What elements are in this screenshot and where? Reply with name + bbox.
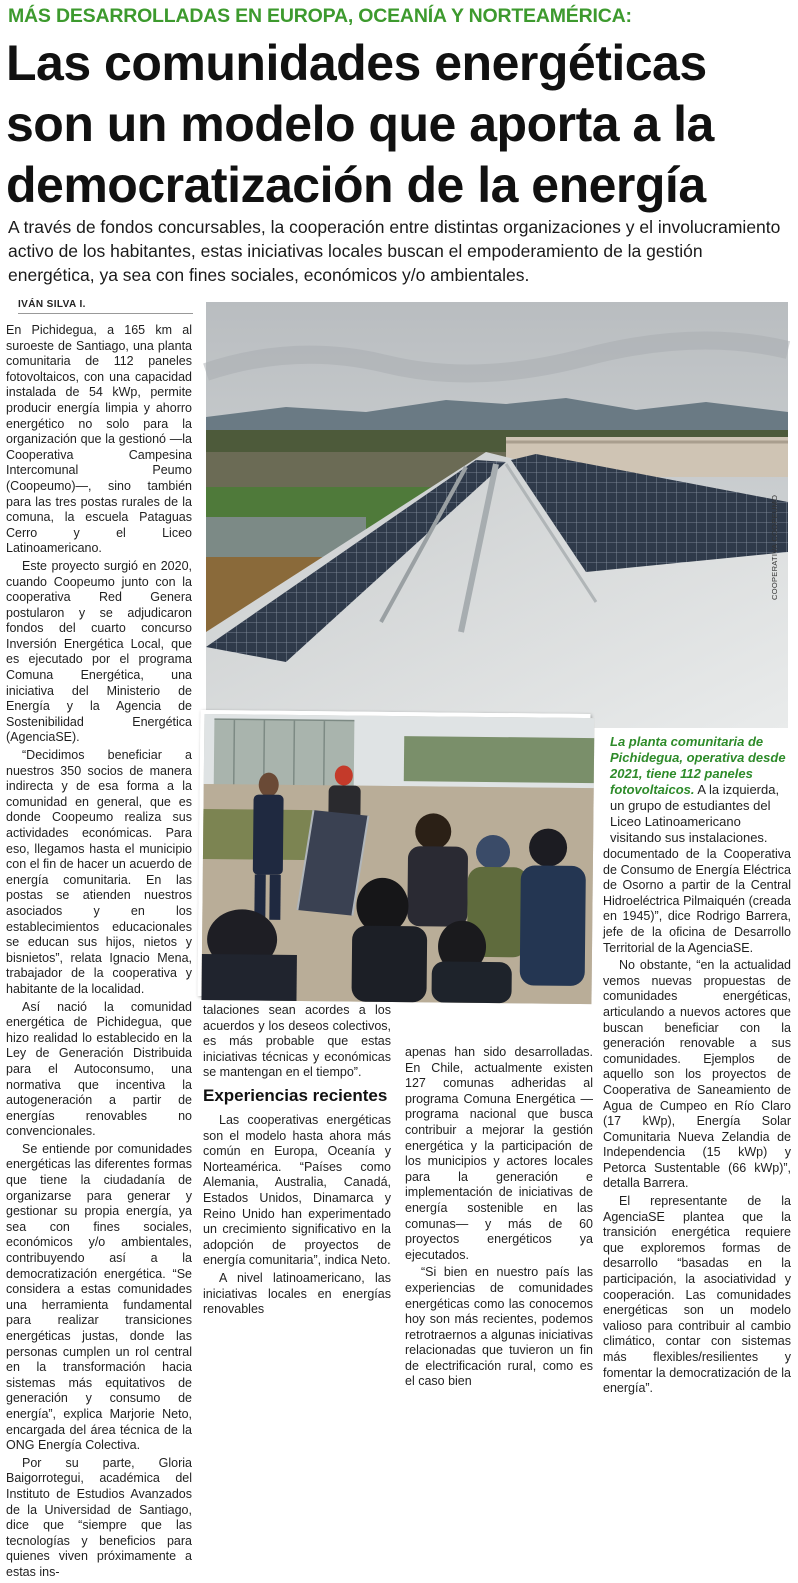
kicker: MÁS DESARROLLADAS EN EUROPA, OCEANÍA Y NORTEAMÉRICA: — [8, 5, 632, 27]
caption-rest: A la izquierda, un grupo de estudiantes del Liceo Latinoamericano visitando sus instalaciones. — [610, 782, 780, 845]
headline: Las comunidades energéticas son un modelo que aporta a la democratización de la energía — [6, 35, 714, 213]
column-3 — [405, 1045, 593, 1392]
dek: A través de fondos concursables, la cooperación entre distintas organizaciones y el involucramiento activo de los habitantes, estas iniciativas locales buscan el empoderamiento de la gestión energética, ya sea con fines sociales, económicos y/o ambientales. — [8, 217, 781, 285]
students-visit-photo — [198, 710, 591, 1000]
paragraph: A nivel latinoamericano, las iniciativas locales en energías renovables — [203, 1270, 391, 1317]
paragraph: Se entiende por comunidades energéticas las diferentes formas que tiene la ciudadanía de organizarse para generar y gestionar su propia energía, ya sea con fines sociales, económicos y/o ambientales, contribuyendo así a la democratización energética. “Se considera a estas comunidades una herramienta fundamental para realizar transiciones energéticas justas, donde las personas cumplen un rol central en la transformación hacia sistemas más equitativos de generación y consumo de energía”, explica Marjorie Neto, encargada del área técnica de la ONG Energía Colectiva. — [6, 1141, 192, 1453]
column-4 — [603, 847, 791, 1399]
byline-rule — [18, 313, 193, 314]
column-2 — [203, 1003, 391, 1320]
byline: IVÁN SILVA I. — [18, 299, 86, 310]
subheading: Experiencias recientes — [203, 1085, 388, 1105]
caption-lead: La planta comunitaria de Pichidegua, operativa desde 2021, tiene 112 paneles fotovoltaicos. — [610, 734, 786, 797]
paragraph: Así nació la comunidad energética de Pichidegua, que hizo realidad lo establecido en la Ley de Generación Distribuida para el Autoconsumo, una normativa que incentiva la autogeneración a partir de energías renovables no convencionales. — [6, 999, 192, 1139]
paragraph: “Decidimos beneficiar a nuestros 350 socios de manera indirecta y de esa forma a la comunidad en general, que es donde Coopeumo realiza sus actividades económicas. Para eso, llegamos hasta el municipio con el fin de hacer un acuerdo de energía comunitaria. En las postas se atienden nuestros asociados y en los establecimientos educacionales se educan sus hijos, nietos y bisnietos”, relata Ignacio Mena, trabajador de la cooperativa y habitante de la localidad. — [6, 748, 192, 996]
photo-caption — [610, 734, 792, 846]
paragraph: documentado de la Cooperativa de Consumo de Energía Eléctrica de Osorno a partir de la Central Hidroeléctrica Pilmaiquén (creada en 1945)”, dice Rodrigo Barrera, jefe de la oficina de Desarrollo Territorial de la AgenciaSE. — [603, 847, 791, 955]
paragraph: Este proyecto surgió en 2020, cuando Coopeumo junto con la cooperativa Red Genera postularon y se adjudicaron fondos del cuarto concurso Inversión Energética Local, que es ejecutado por el programa Comuna Energética, una iniciativa del Ministerio de Energía y la Agencia de Sostenibilidad Energética (AgenciaSE). — [6, 558, 192, 745]
paragraph: El representante de la AgenciaSE plantea que la transición energética requiere que exploremos formas de desarrollo “basadas en la participación, la asociatividad y cooperación. Las comunidades energéticas son un modelo valioso para contribuir al cambio climático, contar con sistemas más flexibles/resilientes y fomentar la democratización de la energía”. — [603, 1194, 791, 1396]
paragraph: talaciones sean acordes a los acuerdos y los deseos colectivos, es más probable que estas iniciativas técnicas y económicas se mantengan en el tiempo”. — [203, 1003, 391, 1080]
paragraph: “Si bien en nuestro país las experiencias de comunidades energéticas como las conocemos hoy son más recientes, podemos retrotraernos a algunas iniciativas relacionadas que tuvieron un fin de electrificación rural, como es el caso bien — [405, 1265, 593, 1389]
solar-plant-photo — [206, 302, 788, 728]
paragraph: No obstante, “en la actualidad vemos nuevas propuestas de comunidades energéticas, articulando a nuevos actores que buscan beneficiar con la generación renovable a sus comunidades. Ejemplos de aquello son los proyectos de Cooperativa de Saneamiento de Agua de Cumpeo en Río Claro (17 kWp), Energía Solar Comunitaria Nueva Zelandia de Independencia (15 kWp) y Petorca Sustentable (66 kWp)”, detalla Barrera. — [603, 958, 791, 1191]
paragraph: apenas han sido desarrolladas. En Chile, actualmente existen 127 comunas adheridas al programa Comuna Energética —programa nacional que busca contribuir a mejorar la gestión energética y la participación de los municipios y actores locales para la generación e implementación de iniciativas de energía sostenible en las comunas— y más de 60 proyectos energéticos ya ejecutados. — [405, 1045, 593, 1262]
column-1 — [6, 323, 192, 1583]
paragraph: Por su parte, Gloria Baigorrotegui, académica del Instituto de Estudios Avanzados de la Universidad de Santiago, dice que “siempre que las tecnologías y beneficios para quienes viven próximamente a estas ins- — [6, 1455, 192, 1579]
photo-credit: COOPERATIVA COOPEUMO — [770, 494, 779, 600]
paragraph: En Pichidegua, a 165 km al suroeste de Santiago, una planta comunitaria de 112 paneles fotovoltaicos, con una capacidad instalada de 54 kWp, permite producir energía limpia y ahorro energético no solo para la organización que la gestionó —la Cooperativa Campesina Intercomunal Peumo (Coopeumo)—, sino también para las tres postas rurales de la comuna, la escuela Pataguas Cerro y el Liceo Latinoamericano. — [6, 323, 192, 556]
paragraph: Las cooperativas energéticas son el modelo hasta ahora más común en Europa, Oceanía y Norteamérica. “Países como Alemania, Australia, Canadá, Estados Unidos, Dinamarca y Reino Unido han experimentado un crecimiento significativo en la adopción de proyectos de energía comunitaria”, indica Neto. — [203, 1112, 391, 1268]
